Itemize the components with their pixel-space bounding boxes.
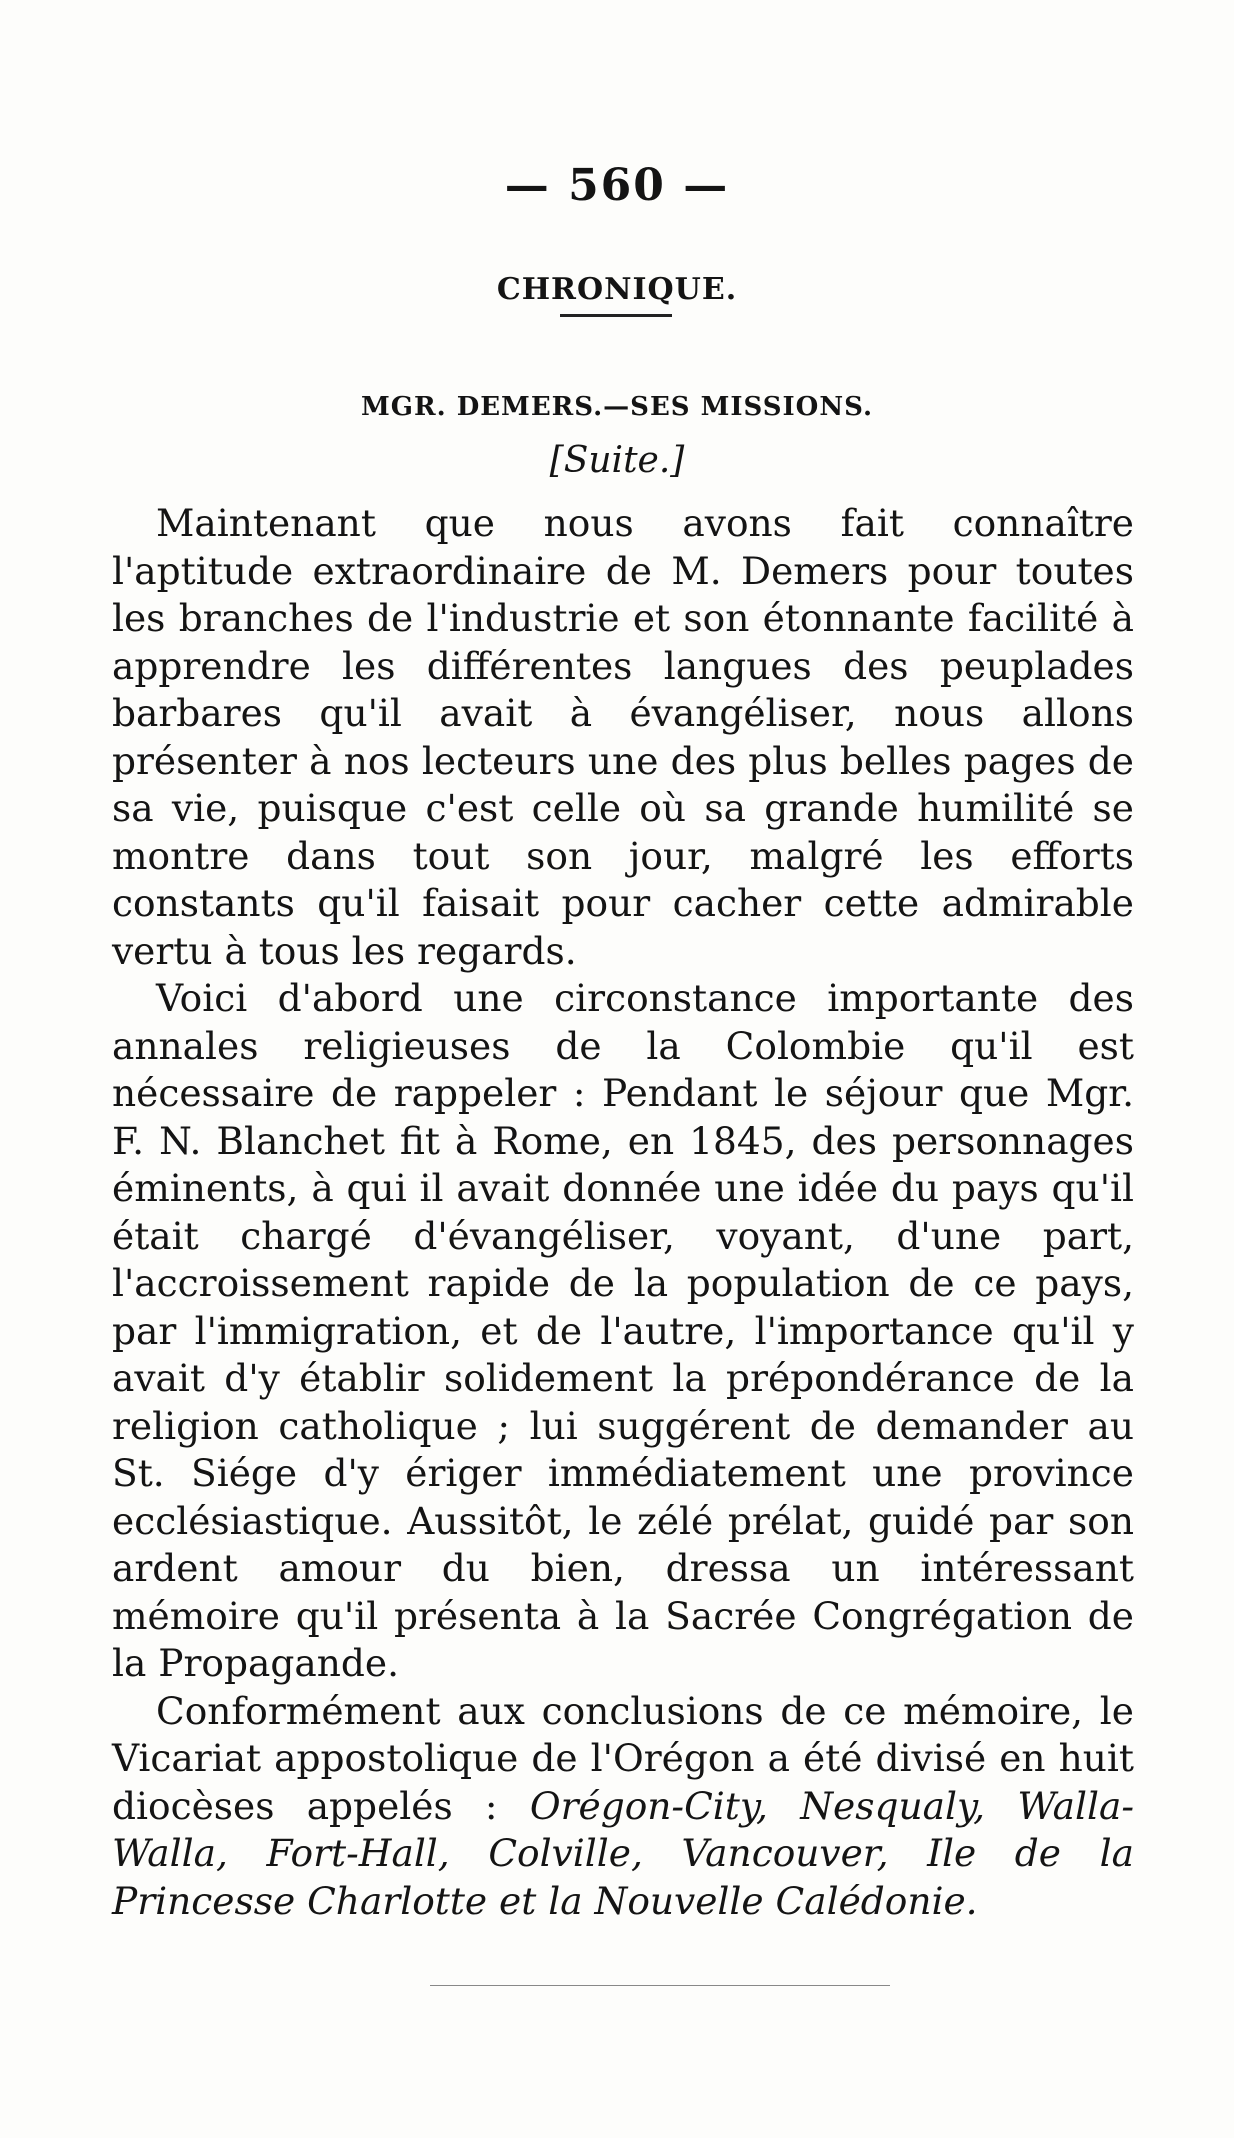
continuation-label: [Suite.] [549,440,685,481]
closing-rule [430,1985,890,1986]
paragraph-1: Maintenant que nous avons fait connaître l'aptitude extraordinaire de M. Demers pour toutes les branches de l'industrie et son étonnante facilité à apprendre les différentes langues des peuplades barbares qu'il avait à évangéliser, nous allons présenter à nos lecteurs une des plus belles pages de sa vie, puisque c'est celle où sa grande humilité se montre dans tout son jour, malgré les efforts constants qu'il faisait pour cacher cette admirable vertu à tous les regards. [112,501,1134,973]
title-underline [560,314,672,317]
page-number: — 560 — [504,160,730,211]
paragraph-2: Voici d'abord une circonstance importante des annales religieuses de la Colombie qu'il est nécessaire de rappeler : Pendant le séjour que Mgr. F. N. Blanchet fit à Rome, en 1845, des personnages éminents, à qui il avait donnée une idée du pays qu'il était chargé d'évangéliser, voyant, d'une part, l'accroissement rapide de la population de ce pays, par l'immigration, et de l'autre, l'importance qu'il y avait d'y établir solidement la prépondérance de la religion catholique ; lui suggérent de demander au St. Siége d'y ériger immédiatement une province ecclésiastique. Aussitôt, le zélé prélat, guidé par son ardent amour du bien, dressa un intéressant mémoire qu'il présenta à la Sacrée Congrégation de la Propagande. [112,976,1134,1685]
article-body [112,500,1134,1925]
article-subtitle: MGR. DEMERS.—SES MISSIONS. [361,392,873,422]
paragraph-3-lead: Conformément aux conclusions de ce mémoire, le Vicariat appostolique de l'Orégon a été divisé en huit diocèses appelés : [112,1688,1134,1828]
paragraph-3 [112,1688,1134,1926]
section-title: CHRONIQUE. [496,272,738,307]
diocese-list: Orégon-City, Nesqualy, Walla-Walla, Fort-Hall, Colville, Vancouver, Ile de la Princesse Charlotte et la Nouvelle Calédonie. [112,1783,1135,1923]
